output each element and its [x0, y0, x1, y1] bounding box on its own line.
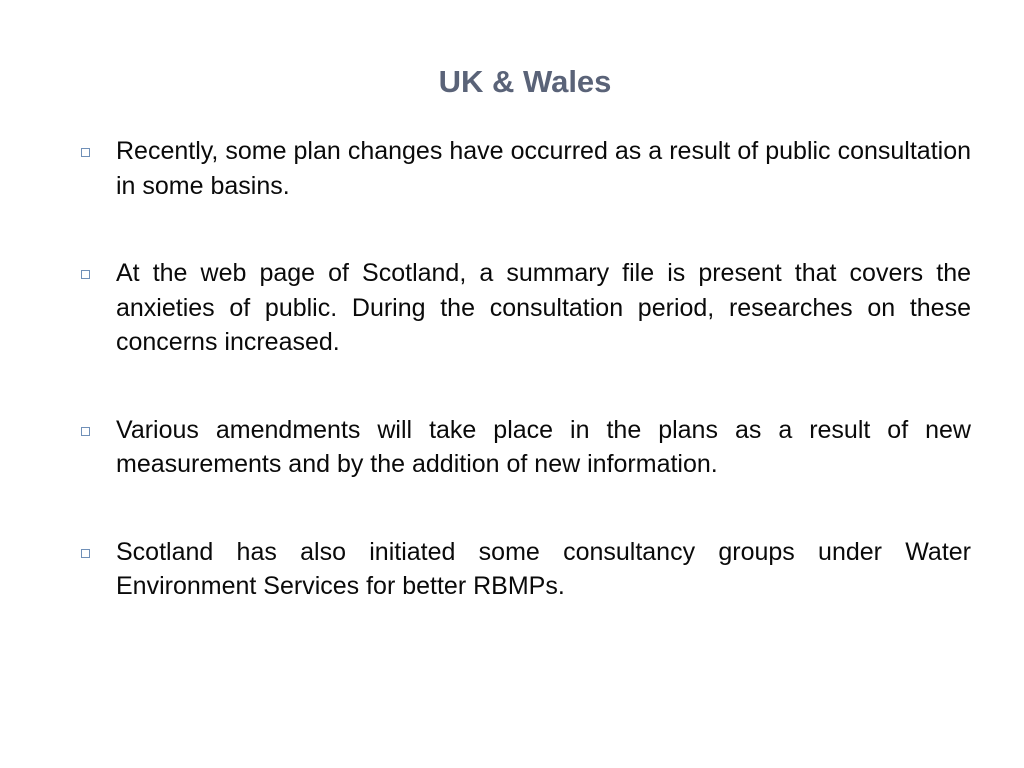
bullet-text: Scotland has also initiated some consultancy groups under Water Environment Services for better RBMPs.	[116, 537, 971, 600]
bullet-item	[79, 413, 971, 482]
bullet-text: At the web page of Scotland, a summary file is present that covers the anxieties of public. During the consultation period, researches on these concerns increased.	[116, 259, 971, 356]
bullet-list	[79, 134, 971, 657]
bullet-text: Various amendments will take place in the plans as a result of new measurements and by the addition of new information.	[116, 415, 971, 478]
slide-title: UK & Wales	[438, 64, 612, 99]
bullet-item	[79, 134, 971, 203]
bullet-item	[79, 256, 971, 360]
square-bullet-icon	[81, 549, 90, 558]
square-bullet-icon	[81, 270, 90, 279]
bullet-text: Recently, some plan changes have occurred as a result of public consultation in some basins.	[116, 137, 971, 200]
square-bullet-icon	[81, 148, 90, 157]
bullet-item	[79, 535, 971, 604]
square-bullet-icon	[81, 427, 90, 436]
